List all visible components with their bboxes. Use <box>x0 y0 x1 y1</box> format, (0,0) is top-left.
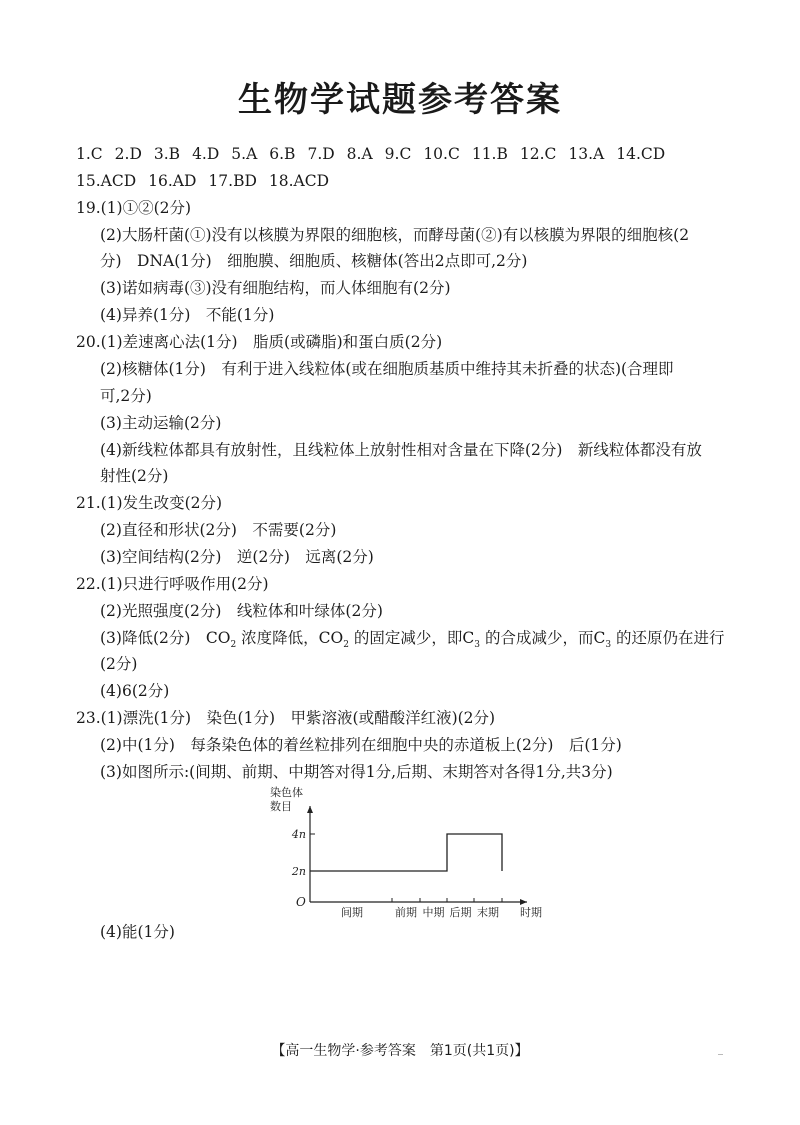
mcq-answer: 17.BD <box>208 172 257 190</box>
answer-q22-3a: (3)降低(2分) $CO_2$ 浓度降低，$CO_2$ 的固定减少，即$C_3$ 的合成减少，而$C_3$ 的还原仍在进行 <box>100 629 725 651</box>
x-category-label: 末期 <box>477 906 499 919</box>
mcq-answer: 12.C <box>519 145 557 163</box>
answer-q23-3: (3)如图所示:(间期、前期、中期答对得1分,后期、末期答对各得1分,共3分) <box>100 763 613 781</box>
mcq-answer: 3.B <box>153 145 181 163</box>
answer-q19-2b: 分) DNA(1分) 细胞膜、细胞质、核糖体(答出2点即可,2分) <box>100 252 528 270</box>
page-footer: 【高一生物学·参考答案 第1页(共1页)】 <box>271 1043 529 1059</box>
chromosome-number-chart <box>262 784 542 924</box>
answer-q23-4: (4)能(1分) <box>100 923 175 941</box>
answer-q23-2: (2)中(1分) 每条染色体的着丝粒排列在细胞中央的赤道板上(2分) 后(1分) <box>100 736 622 754</box>
origin-label: O <box>296 895 306 909</box>
mcq-answer: 9.C <box>384 145 412 163</box>
x-axis-label: 时期 <box>520 906 542 919</box>
x-category-label: 中期 <box>422 906 445 919</box>
x-category-label: 前期 <box>395 906 417 919</box>
answer-q20-2a: (2)核糖体(1分) 有利于进入线粒体(或在细胞质基质中维持其未折叠的状态)(合理即 <box>100 360 674 378</box>
page-title: 生物学试题参考答案 <box>238 80 562 120</box>
mcq-answer: 7.D <box>307 145 335 163</box>
answer-q22-3b: (2分) <box>100 655 138 673</box>
mcq-answers-row-2 <box>76 171 341 191</box>
y-axis-arrow <box>307 806 313 813</box>
answer-q20-4a: (4)新线粒体都具有放射性，且线粒体上放射性相对含量在下降(2分) 新线粒体都没有放 <box>100 441 702 459</box>
answer-q20-3: (3)主动运输(2分) <box>100 414 222 432</box>
answer-q22-1: 22.(1)只进行呼吸作用(2分) <box>76 575 269 593</box>
mcq-answer: 11.B <box>471 145 508 163</box>
answer-q21-1: 21.(1)发生改变(2分) <box>76 494 223 512</box>
answer-q20-2b: 可,2分) <box>100 387 152 405</box>
y-axis-label-line2: 数目 <box>270 800 292 813</box>
answer-q20-4b: 射性(2分) <box>100 467 169 485</box>
mcq-answer: 2.D <box>114 145 142 163</box>
series-line <box>310 834 502 871</box>
answer-q23-1: 23.(1)漂洗(1分) 染色(1分) 甲紫溶液(或醋酸洋红液)(2分) <box>76 709 496 727</box>
mcq-answer: 16.AD <box>148 172 197 190</box>
mcq-answer: 4.D <box>192 145 220 163</box>
answer-q19-1: 19.(1)①②(2分) <box>76 199 192 217</box>
x-axis-arrow <box>520 899 527 905</box>
answer-q22-4: (4)6(2分) <box>100 682 170 700</box>
mcq-answer: 10.C <box>423 145 460 163</box>
mcq-answer: 5.A <box>231 145 258 163</box>
answer-q20-1: 20.(1)差速离心法(1分) 脂质(或磷脂)和蛋白质(2分) <box>76 333 443 351</box>
x-category-label: 间期 <box>341 906 363 919</box>
mcq-answers-row-1 <box>76 144 677 164</box>
answer-q21-3: (3)空间结构(2分) 逆(2分) 远离(2分) <box>100 548 374 566</box>
mcq-answer: 1.C <box>76 145 103 163</box>
y-tick-label: 2n <box>291 865 306 878</box>
mcq-answer: 14.CD <box>616 145 666 163</box>
y-axis-label-line1: 染色体 <box>270 786 303 799</box>
mcq-answer: 15.ACD <box>76 172 137 190</box>
corner-mark: _ <box>718 1044 723 1055</box>
answer-q19-3: (3)诺如病毒(③)没有细胞结构，而人体细胞有(2分) <box>100 279 451 297</box>
x-category-label: 后期 <box>449 906 472 919</box>
answer-q19-2a: (2)大肠杆菌(①)没有以核膜为界限的细胞核，而酵母菌(②)有以核膜为界限的细胞核(2 <box>100 226 690 244</box>
answer-q21-2: (2)直径和形状(2分) 不需要(2分) <box>100 521 337 539</box>
answer-q19-4: (4)异养(1分) 不能(1分) <box>100 306 275 324</box>
answer-q22-2: (2)光照强度(2分) 线粒体和叶绿体(2分) <box>100 602 383 620</box>
mcq-answer: 13.A <box>568 145 605 163</box>
y-tick-label: 4n <box>291 828 306 841</box>
mcq-answer: 8.A <box>346 145 373 163</box>
mcq-answer: 18.ACD <box>268 172 330 190</box>
mcq-answer: 6.B <box>269 145 296 163</box>
